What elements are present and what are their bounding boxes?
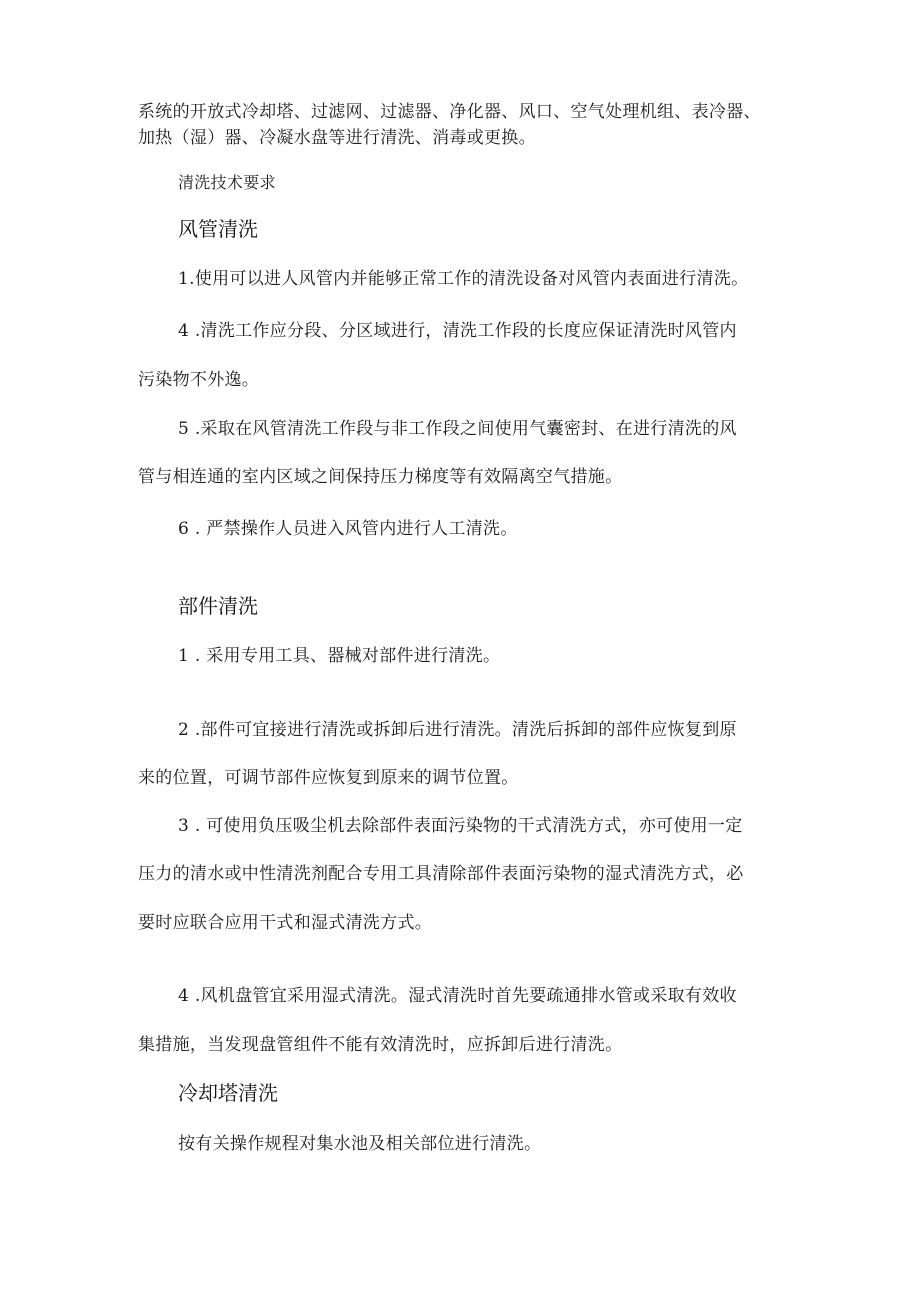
duct-item-4-line-2: 污染物不外逸。: [138, 370, 260, 390]
duct-item-5-line-2: 管与相连通的室内区域之间保持压力梯度等有效隔离空气措施。: [138, 467, 623, 487]
duct-item-5-line-1: 5 .采取在风管清洗工作段与非工作段之间使用气囊密封、在进行清洗的风: [178, 419, 737, 439]
duct-item-4-line-1: 4 .清洗工作应分段、分区域进行，清洗工作段的长度应保证清洗时风管内: [178, 321, 737, 341]
cooling-tower-heading: 冷却塔清洗: [178, 1081, 278, 1105]
parts-item-3-line-3: 要时应联合应用干式和湿式清洗方式。: [138, 913, 433, 933]
parts-item-2-line-1: 2 .部件可宜接进行清洗或拆卸后进行清洗。清洗后拆卸的部件应恢复到原: [178, 720, 737, 740]
parts-item-4-line-2: 集措施，当发现盘管组件不能有效清洗时，应拆卸后进行清洗。: [138, 1035, 623, 1055]
parts-cleaning-heading: 部件清洗: [178, 594, 258, 618]
parts-item-3-line-2: 压力的清水或中性清洗剂配合专用工具清除部件表面污染物的湿式清洗方式，必: [138, 864, 744, 884]
parts-item-1: 1 . 采用专用工具、器械对部件进行清洗。: [178, 646, 501, 666]
duct-item-6: 6 . 严禁操作人员进入风管内进行人工清洗。: [178, 519, 518, 539]
intro-line-1: 系统的开放式冷却塔、过滤网、过滤器、净化器、风口、空气处理机组、表冷器、: [138, 102, 761, 122]
duct-item-1: 1.使用可以进人风管内并能够正常工作的清洗设备对风管内表面进行清洗。: [178, 269, 749, 289]
parts-item-4-line-1: 4 .风机盘管宜采用湿式清洗。湿式清洗时首先要疏通排水管或采取有效收: [178, 986, 737, 1006]
tech-requirements-label: 清洗技术要求: [178, 173, 276, 192]
parts-item-2-line-2: 来的位置，可调节部件应恢复到原来的调节位置。: [138, 768, 519, 788]
duct-cleaning-heading: 风管清洗: [178, 217, 258, 241]
cooling-tower-text: 按有关操作规程对集水池及相关部位进行清洗。: [178, 1134, 542, 1154]
parts-item-3-line-1: 3 . 可使用负压吸尘机去除部件表面污染物的干式清洗方式，亦可使用一定: [178, 816, 743, 836]
intro-line-2: 加热（湿）器、冷凝水盘等进行清洗、消毒或更换。: [138, 128, 536, 148]
